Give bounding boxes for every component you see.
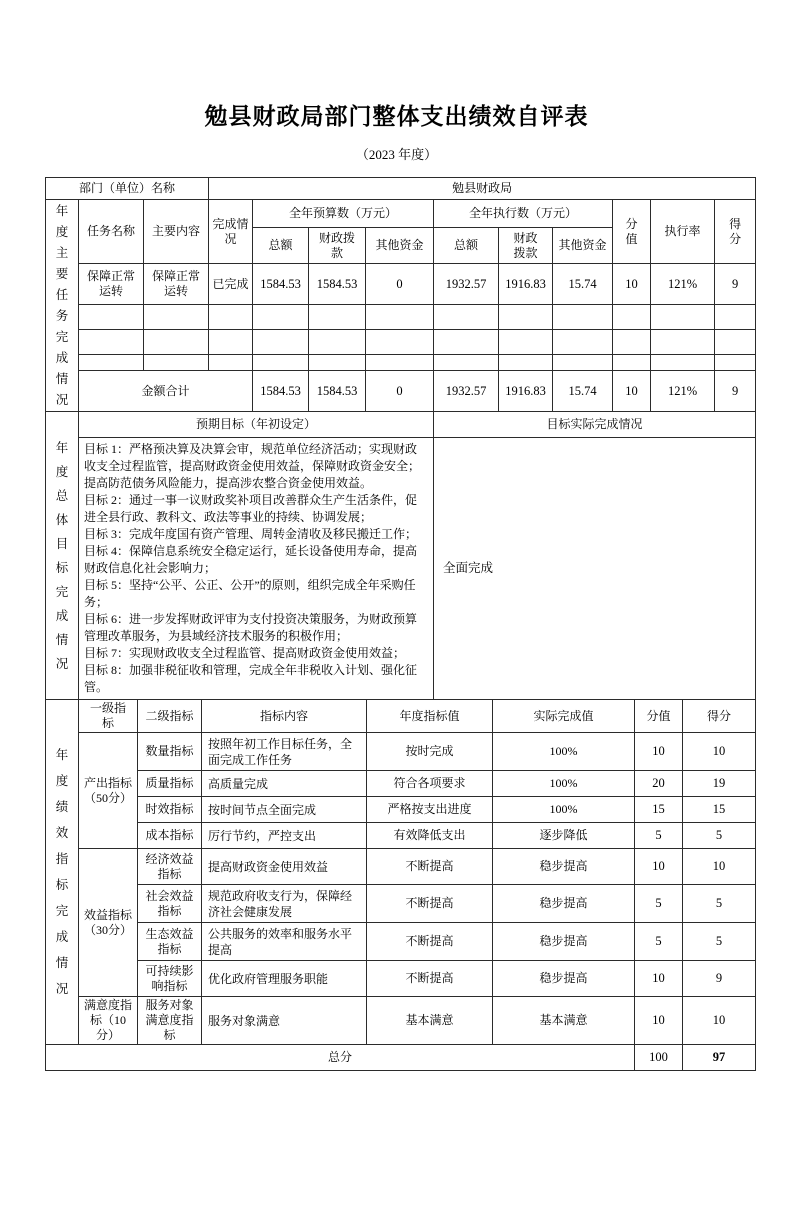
header-completion: 完成情况 bbox=[209, 200, 253, 264]
group-satisfaction-indicators: 满意度指标（10分） bbox=[79, 997, 138, 1045]
goal-item: 目标 4：保障信息系统安全稳定运行，延长设备使用寿命，提高财政信息化社会影响力； bbox=[84, 544, 418, 575]
cell-score: 5 bbox=[683, 823, 756, 849]
indicator-row bbox=[46, 885, 756, 923]
indicator-header-row bbox=[46, 700, 756, 733]
cell-actual: 稳步提高 bbox=[493, 961, 635, 997]
cell-points: 15 bbox=[635, 797, 683, 823]
cell-points: 5 bbox=[635, 923, 683, 961]
task-empty-row bbox=[46, 305, 756, 330]
cell-target: 按时完成 bbox=[367, 733, 493, 771]
header-budget-group: 全年预算数（万元） bbox=[253, 200, 434, 228]
goal-item: 目标 1：严格预决算及决算会审，规范单位经济活动；实现财政收支全过程监管，提高财政资金使用效益，保障财政资金安全；提高防范债务风险能力，提高涉农整合资金使用效益。 bbox=[84, 442, 421, 490]
goal-item: 目标 8：加强非税征收和管理，完成全年非税收入计划、强化征管。 bbox=[84, 663, 418, 694]
cell-target: 不断提高 bbox=[367, 961, 493, 997]
header-l2-indicator: 二级指标 bbox=[138, 700, 202, 733]
empty-cell bbox=[553, 355, 613, 371]
empty-cell bbox=[434, 330, 499, 355]
empty-cell bbox=[79, 305, 144, 330]
empty-cell bbox=[651, 330, 715, 355]
cell-l2: 服务对象满意度指标 bbox=[138, 997, 202, 1045]
empty-cell bbox=[651, 305, 715, 330]
document-page bbox=[0, 98, 793, 1220]
cell-actual: 逐步降低 bbox=[493, 823, 635, 849]
empty-cell bbox=[553, 330, 613, 355]
empty-cell bbox=[79, 355, 144, 371]
cell-points: 10 bbox=[635, 961, 683, 997]
cell-total-budget-fiscal: 1584.53 bbox=[309, 371, 366, 412]
cell-target: 不断提高 bbox=[367, 923, 493, 961]
indicator-row bbox=[46, 797, 756, 823]
cell-exec-total: 1932.57 bbox=[434, 264, 499, 305]
cell-l2: 可持续影响指标 bbox=[138, 961, 202, 997]
goal-item: 目标 6：进一步发挥财政评审为支付投资决策服务，为财政预算管理改革服务，为县域经济技术服务的积极作用； bbox=[84, 612, 418, 643]
empty-cell bbox=[613, 305, 651, 330]
cell-content: 规范政府收支行为，保障经济社会健康发展 bbox=[202, 885, 367, 923]
cell-score: 5 bbox=[683, 923, 756, 961]
cell-score: 10 bbox=[683, 849, 756, 885]
section-label-indicators: 年度绩效指标完成情况 bbox=[46, 700, 79, 1045]
header-budget-total: 总额 bbox=[253, 228, 309, 264]
empty-cell bbox=[209, 305, 253, 330]
cell-target: 符合各项要求 bbox=[367, 771, 493, 797]
cell-exec-other: 15.74 bbox=[553, 264, 613, 305]
cell-total-rate: 121% bbox=[651, 371, 715, 412]
cell-total-label: 总分 bbox=[46, 1045, 635, 1071]
cell-budget-other: 0 bbox=[366, 264, 434, 305]
cell-content: 服务对象满意 bbox=[202, 997, 367, 1045]
header-points: 分值 bbox=[613, 200, 651, 264]
cell-content: 厉行节约，严控支出 bbox=[202, 823, 367, 849]
cell-points: 5 bbox=[635, 885, 683, 923]
dept-row bbox=[46, 178, 756, 200]
cell-target: 基本满意 bbox=[367, 997, 493, 1045]
indicator-row bbox=[46, 961, 756, 997]
empty-cell bbox=[144, 330, 209, 355]
empty-cell bbox=[209, 330, 253, 355]
cell-points: 10 bbox=[635, 733, 683, 771]
header-exec-total: 总额 bbox=[434, 228, 499, 264]
cell-score: 10 bbox=[683, 733, 756, 771]
goal-header-row bbox=[46, 412, 756, 438]
group-benefit-indicators: 效益指标（30分） bbox=[79, 849, 138, 997]
header-score: 得分 bbox=[683, 700, 756, 733]
cell-total-exec-total: 1932.57 bbox=[434, 371, 499, 412]
cell-score: 9 bbox=[715, 264, 756, 305]
total-score-row bbox=[46, 1045, 756, 1071]
goal-table bbox=[45, 411, 756, 700]
header-l1-indicator: 一级指标 bbox=[79, 700, 138, 733]
cell-content: 按时间节点全面完成 bbox=[202, 797, 367, 823]
indicator-row bbox=[46, 997, 756, 1045]
cell-total-budget-total: 1584.53 bbox=[253, 371, 309, 412]
page-title: 勉县财政局部门整体支出绩效自评表 bbox=[204, 104, 589, 129]
cell-score: 15 bbox=[683, 797, 756, 823]
cell-actual: 100% bbox=[493, 797, 635, 823]
header-points: 分值 bbox=[635, 700, 683, 733]
goal-body-row bbox=[46, 438, 756, 700]
header-main-content: 主要内容 bbox=[144, 200, 209, 264]
cell-total-score: 97 bbox=[683, 1045, 756, 1071]
cell-completion: 已完成 bbox=[209, 264, 253, 305]
cell-content: 公共服务的效率和服务水平提高 bbox=[202, 923, 367, 961]
cell-total-points: 10 bbox=[613, 371, 651, 412]
cell-l2: 质量指标 bbox=[138, 771, 202, 797]
cell-points: 20 bbox=[635, 771, 683, 797]
empty-cell bbox=[434, 355, 499, 371]
empty-cell bbox=[434, 305, 499, 330]
page-subtitle: （2023 年度） bbox=[355, 147, 438, 162]
header-exec-group: 全年执行数（万元） bbox=[434, 200, 613, 228]
task-data-row bbox=[46, 264, 756, 305]
header-expected-goal: 预期目标（年初设定） bbox=[79, 412, 434, 438]
empty-cell bbox=[209, 355, 253, 371]
empty-cell bbox=[613, 330, 651, 355]
cell-target: 严格按支出进度 bbox=[367, 797, 493, 823]
cell-actual: 稳步提高 bbox=[493, 885, 635, 923]
indicator-row bbox=[46, 733, 756, 771]
empty-cell bbox=[253, 305, 309, 330]
cell-l2: 经济效益指标 bbox=[138, 849, 202, 885]
task-empty-row bbox=[46, 355, 756, 371]
cell-task-name: 保障正常运转 bbox=[79, 264, 144, 305]
empty-cell bbox=[253, 355, 309, 371]
cell-points: 10 bbox=[635, 997, 683, 1045]
empty-cell bbox=[309, 305, 366, 330]
cell-budget-fiscal: 1584.53 bbox=[309, 264, 366, 305]
cell-total-score: 9 bbox=[715, 371, 756, 412]
cell-score: 10 bbox=[683, 997, 756, 1045]
header-indicator-content: 指标内容 bbox=[202, 700, 367, 733]
cell-total-budget-other: 0 bbox=[366, 371, 434, 412]
cell-main-content: 保障正常运转 bbox=[144, 264, 209, 305]
header-actual-goal: 目标实际完成情况 bbox=[434, 412, 756, 438]
empty-cell bbox=[253, 330, 309, 355]
empty-cell bbox=[309, 355, 366, 371]
cell-exec-fiscal: 1916.83 bbox=[499, 264, 553, 305]
empty-cell bbox=[366, 355, 434, 371]
cell-l2: 数量指标 bbox=[138, 733, 202, 771]
dept-value: 勉县财政局 bbox=[209, 178, 756, 200]
dept-label: 部门（单位）名称 bbox=[46, 178, 209, 200]
goal-actual-result: 全面完成 bbox=[434, 438, 756, 700]
empty-cell bbox=[499, 305, 553, 330]
section-label-goals: 年度总体目标完成情况 bbox=[46, 412, 79, 700]
cell-total-exec-other: 15.74 bbox=[553, 371, 613, 412]
cell-budget-total: 1584.53 bbox=[253, 264, 309, 305]
empty-cell bbox=[715, 355, 756, 371]
header-exec-fiscal: 财政拨款 bbox=[499, 228, 553, 264]
header-annual-target: 年度指标值 bbox=[367, 700, 493, 733]
empty-cell bbox=[553, 305, 613, 330]
goal-item: 目标 5：坚持“公平、公正、公开”的原则，组织完成全年采购任务； bbox=[84, 578, 416, 609]
empty-cell bbox=[144, 355, 209, 371]
task-total-row bbox=[46, 371, 756, 412]
empty-cell bbox=[651, 355, 715, 371]
header-exec-other: 其他资金 bbox=[553, 228, 613, 264]
cell-amount-total-label: 金额合计 bbox=[79, 371, 253, 412]
indicator-row bbox=[46, 823, 756, 849]
empty-cell bbox=[366, 330, 434, 355]
goal-item: 目标 7：实现财政收支全过程监管、提高财政资金使用效益； bbox=[84, 646, 406, 660]
cell-points: 10 bbox=[613, 264, 651, 305]
cell-content: 优化政府管理服务职能 bbox=[202, 961, 367, 997]
group-output-indicators: 产出指标（50分） bbox=[79, 733, 138, 849]
cell-l2: 时效指标 bbox=[138, 797, 202, 823]
empty-cell bbox=[79, 330, 144, 355]
main-task-table bbox=[45, 177, 756, 412]
cell-total-exec-fiscal: 1916.83 bbox=[499, 371, 553, 412]
cell-content: 按照年初工作目标任务，全面完成工作任务 bbox=[202, 733, 367, 771]
header-task-name: 任务名称 bbox=[79, 200, 144, 264]
empty-cell bbox=[499, 355, 553, 371]
cell-total-points: 100 bbox=[635, 1045, 683, 1071]
task-empty-row bbox=[46, 330, 756, 355]
goal-item: 目标 2：通过一事一议财政奖补项目改善群众生产生活条件，促进全县行政、教科文、政法等事业的持续、协调发展； bbox=[84, 493, 418, 524]
header-score: 得分 bbox=[715, 200, 756, 264]
cell-score: 19 bbox=[683, 771, 756, 797]
indicator-row bbox=[46, 923, 756, 961]
header-actual-value: 实际完成值 bbox=[493, 700, 635, 733]
cell-l2: 成本指标 bbox=[138, 823, 202, 849]
empty-cell bbox=[499, 330, 553, 355]
empty-cell bbox=[715, 305, 756, 330]
cell-points: 10 bbox=[635, 849, 683, 885]
header-rate: 执行率 bbox=[651, 200, 715, 264]
cell-actual: 稳步提高 bbox=[493, 923, 635, 961]
cell-content: 提高财政资金使用效益 bbox=[202, 849, 367, 885]
cell-target: 有效降低支出 bbox=[367, 823, 493, 849]
empty-cell bbox=[144, 305, 209, 330]
indicator-row bbox=[46, 771, 756, 797]
cell-score: 5 bbox=[683, 885, 756, 923]
cell-actual: 100% bbox=[493, 733, 635, 771]
goal-item: 目标 3：完成年度国有资产管理、周转金清收及移民搬迁工作； bbox=[84, 527, 418, 541]
empty-cell bbox=[715, 330, 756, 355]
cell-l2: 生态效益指标 bbox=[138, 923, 202, 961]
header-budget-other: 其他资金 bbox=[366, 228, 434, 264]
cell-rate: 121% bbox=[651, 264, 715, 305]
indicator-row bbox=[46, 849, 756, 885]
cell-target: 不断提高 bbox=[367, 885, 493, 923]
header-budget-fiscal: 财政拨款 bbox=[309, 228, 366, 264]
cell-l2: 社会效益指标 bbox=[138, 885, 202, 923]
task-header-row-1 bbox=[46, 200, 756, 228]
goal-list bbox=[79, 438, 434, 700]
cell-actual: 稳步提高 bbox=[493, 849, 635, 885]
cell-actual: 基本满意 bbox=[493, 997, 635, 1045]
cell-points: 5 bbox=[635, 823, 683, 849]
indicator-table bbox=[45, 699, 756, 1071]
empty-cell bbox=[366, 305, 434, 330]
cell-score: 9 bbox=[683, 961, 756, 997]
cell-target: 不断提高 bbox=[367, 849, 493, 885]
section-label-tasks: 年度主要任务完成情况 bbox=[46, 200, 79, 412]
cell-actual: 100% bbox=[493, 771, 635, 797]
cell-content: 高质量完成 bbox=[202, 771, 367, 797]
empty-cell bbox=[613, 355, 651, 371]
empty-cell bbox=[309, 330, 366, 355]
